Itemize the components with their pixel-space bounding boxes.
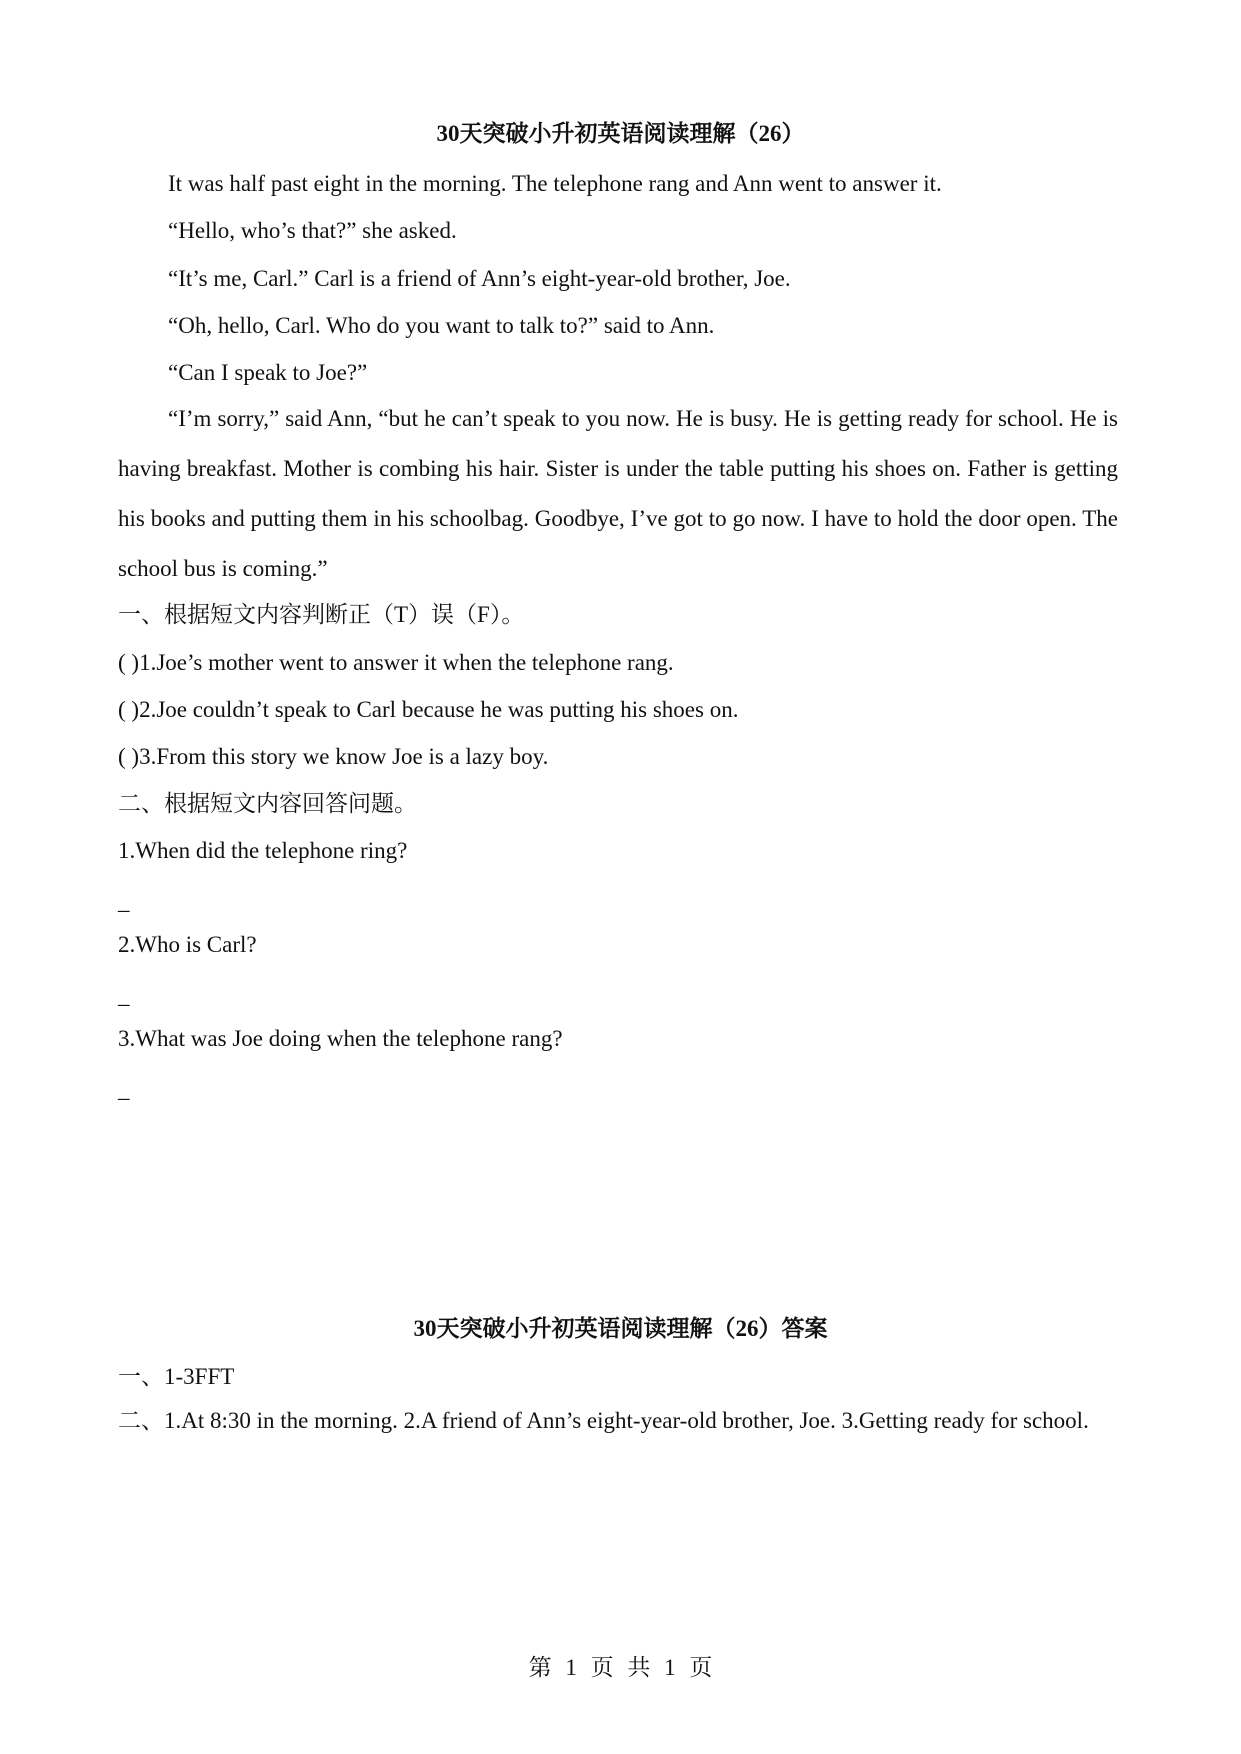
answer-blank-1: _ (118, 889, 130, 914)
story-paragraph-2: “Hello, who’s that?” she asked. (168, 218, 457, 243)
page-footer: 第 1 页 共 1 页 (528, 1655, 713, 1680)
page-title: 30天突破小升初英语阅读理解（26） (436, 121, 805, 146)
question-2: 2.Who is Carl? (118, 932, 257, 957)
answer-title: 30天突破小升初英语阅读理解（26）答案 (413, 1316, 828, 1341)
section1-heading: 一、根据短文内容判断正（T）误（F）。 (118, 602, 525, 627)
tf-item-3: ( )3.From this story we know Joe is a lazy boy. (118, 744, 549, 769)
story-paragraph-5: “Can I speak to Joe?” (168, 360, 368, 385)
question-1: 1.When did the telephone ring? (118, 838, 408, 863)
answer-part-1: 一、1-3FFT (118, 1364, 235, 1389)
tf-item-1: ( )1.Joe’s mother went to answer it when the telephone rang. (118, 650, 674, 675)
answer-blank-2: _ (118, 983, 130, 1008)
story-paragraph-1: It was half past eight in the morning. The telephone rang and Ann went to answer it. (168, 171, 942, 196)
answer-part-2: 二、1.At 8:30 in the morning. 2.A friend of Ann’s eight-year-old brother, Joe. 3.Getting ready for school. (118, 1408, 1089, 1433)
section2-heading: 二、根据短文内容回答问题。 (118, 791, 417, 816)
answer-blank-3: _ (118, 1077, 130, 1102)
story-paragraph-3: “It’s me, Carl.” Carl is a friend of Ann’s eight-year-old brother, Joe. (168, 266, 791, 291)
tf-item-2: ( )2.Joe couldn’t speak to Carl because he was putting his shoes on. (118, 697, 739, 722)
question-3: 3.What was Joe doing when the telephone rang? (118, 1026, 563, 1051)
story-paragraph-4: “Oh, hello, Carl. Who do you want to talk to?” said to Ann. (168, 313, 715, 338)
story-paragraph-6: “I’m sorry,” said Ann, “but he can’t speak to you now. He is busy. He is getting ready for school. He is having breakfast. Mother is combing his hair. Sister is under the table putting his shoes on. Father is getting his books and putting them in his schoolbag. Goodbye, I’ve got to go now. I have to hold the door open. The school bus is coming.” (118, 406, 1118, 581)
